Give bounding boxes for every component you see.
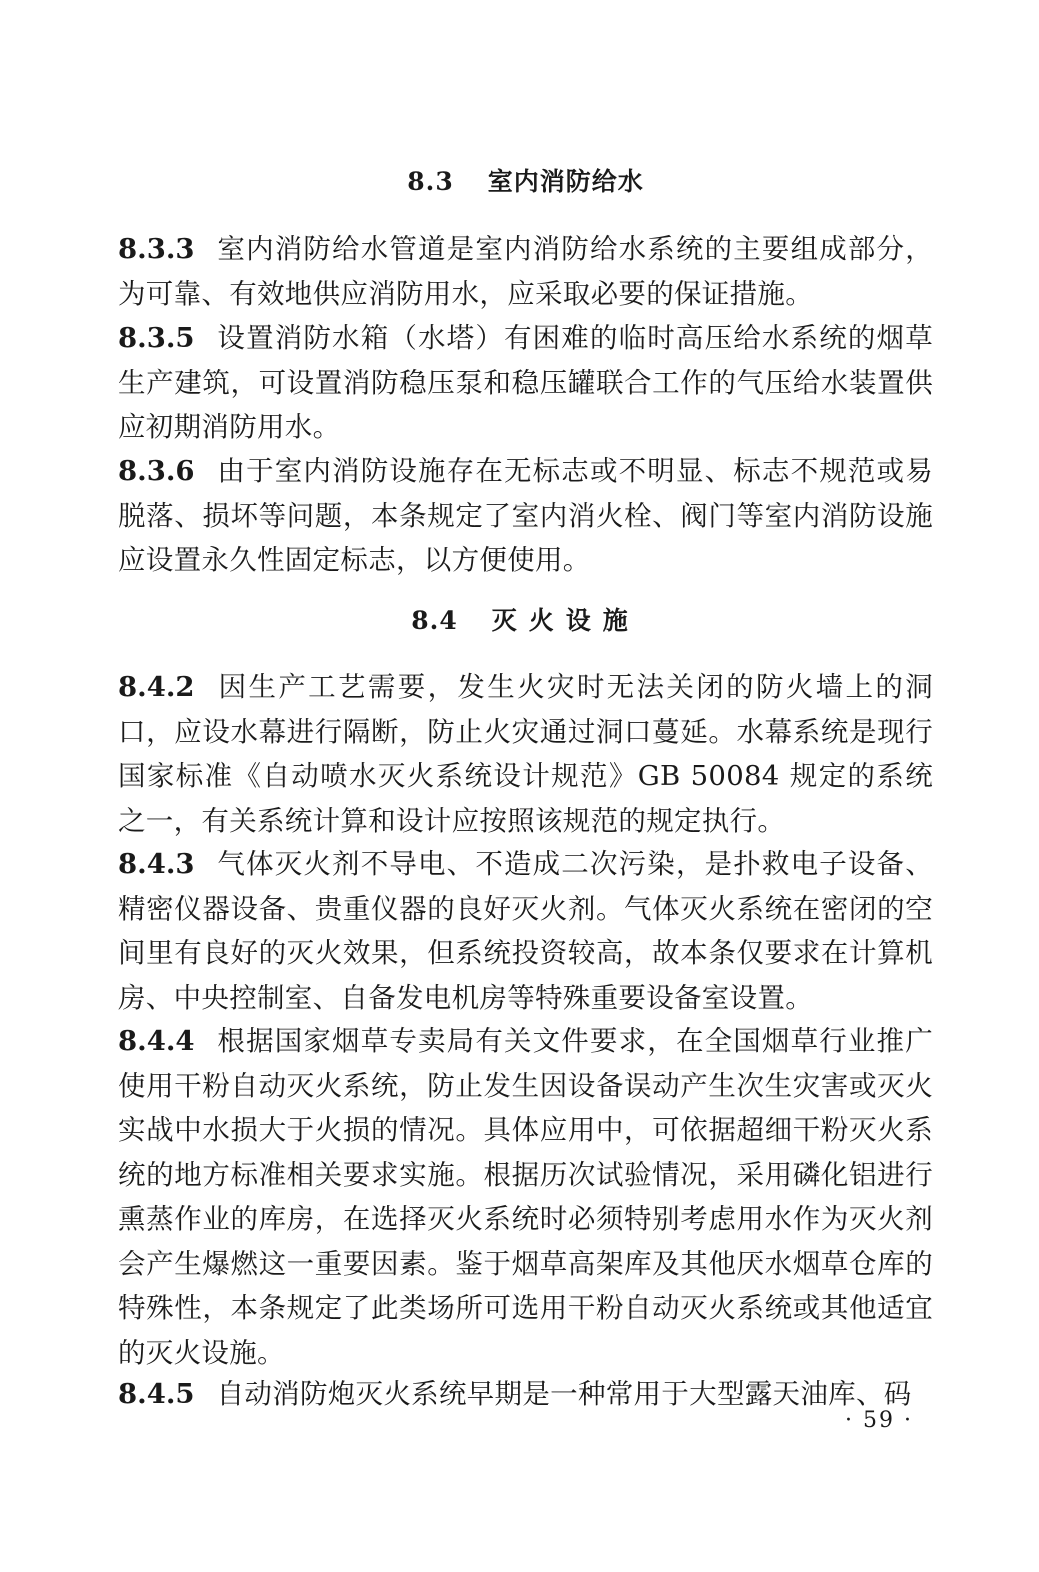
clause — [118, 842, 933, 1020]
section-title: 灭火设施 — [491, 606, 640, 635]
page-number: · 59 · — [845, 1408, 913, 1433]
clause-number: 8.4.2 — [118, 671, 195, 703]
clause-text: 由于室内消防设施存在无标志或不明显、标志不规范或易脱落、损坏等问题，本条规定了室内消火栓、阀门等室内消防设施应设置永久性固定标志，以方便使用。 — [118, 455, 933, 576]
clause-text: 室内消防给水管道是室内消防给水系统的主要组成部分，为可靠、有效地供应消防用水，应采取必要的保证措施。 — [118, 233, 933, 310]
section-number: 8.3 — [407, 167, 454, 196]
section-heading — [118, 164, 933, 200]
clause — [118, 449, 933, 583]
clause-text: 设置消防水箱（水塔）有困难的临时高压给水系统的烟草生产建筑，可设置消防稳压泵和稳压罐联合工作的气压给水装置供应初期消防用水。 — [118, 322, 933, 443]
clause — [118, 227, 933, 316]
clause-text: 因生产工艺需要，发生火灾时无法关闭的防火墙上的洞口，应设水幕进行隔断，防止火灾通过洞口蔓延。水幕系统是现行国家标准《自动喷水灭火系统设计规范》GB 50084 规定的系统之一，有关系统计算和设计应按照该规范的规定执行。 — [118, 671, 933, 837]
clause-number: 8.3.3 — [118, 233, 195, 265]
section-title: 室内消防给水 — [487, 167, 644, 196]
section-number: 8.4 — [411, 606, 458, 635]
clause-number: 8.3.5 — [118, 322, 195, 354]
document-page — [118, 0, 933, 1572]
clause-text: 根据国家烟草专卖局有关文件要求，在全国烟草行业推广使用干粉自动灭火系统，防止发生因设备误动产生次生灾害或灭火实战中水损大于火损的情况。具体应用中，可依据超细干粉灭火系统的地方标准相关要求实施。根据历次试验情况，采用磷化铝进行熏蒸作业的库房，在选择灭火系统时必须特别考虑用水作为灭火剂会产生爆燃这一重要因素。鉴于烟草高架库及其他厌水烟草仓库的特殊性，本条规定了此类场所可选用干粉自动灭火系统或其他适宜的灭火设施。 — [118, 1025, 933, 1369]
clause-number: 8.4.5 — [118, 1378, 195, 1410]
clause — [118, 665, 933, 843]
clause — [118, 1019, 933, 1375]
clause-number: 8.3.6 — [118, 455, 195, 487]
section-heading — [118, 603, 933, 639]
clause — [118, 316, 933, 450]
clause-number: 8.4.4 — [118, 1025, 195, 1057]
clause-number: 8.4.3 — [118, 848, 195, 880]
clause-text: 自动消防炮灭火系统早期是一种常用于大型露天油库、码 — [216, 1378, 912, 1410]
clause-text: 气体灭火剂不导电、不造成二次污染，是扑救电子设备、精密仪器设备、贵重仪器的良好灭火剂。气体灭火系统在密闭的空间里有良好的灭火效果，但系统投资较高，故本条仅要求在计算机房、中央控制室、自备发电机房等特殊重要设备室设置。 — [118, 848, 933, 1014]
clause — [118, 1372, 933, 1417]
